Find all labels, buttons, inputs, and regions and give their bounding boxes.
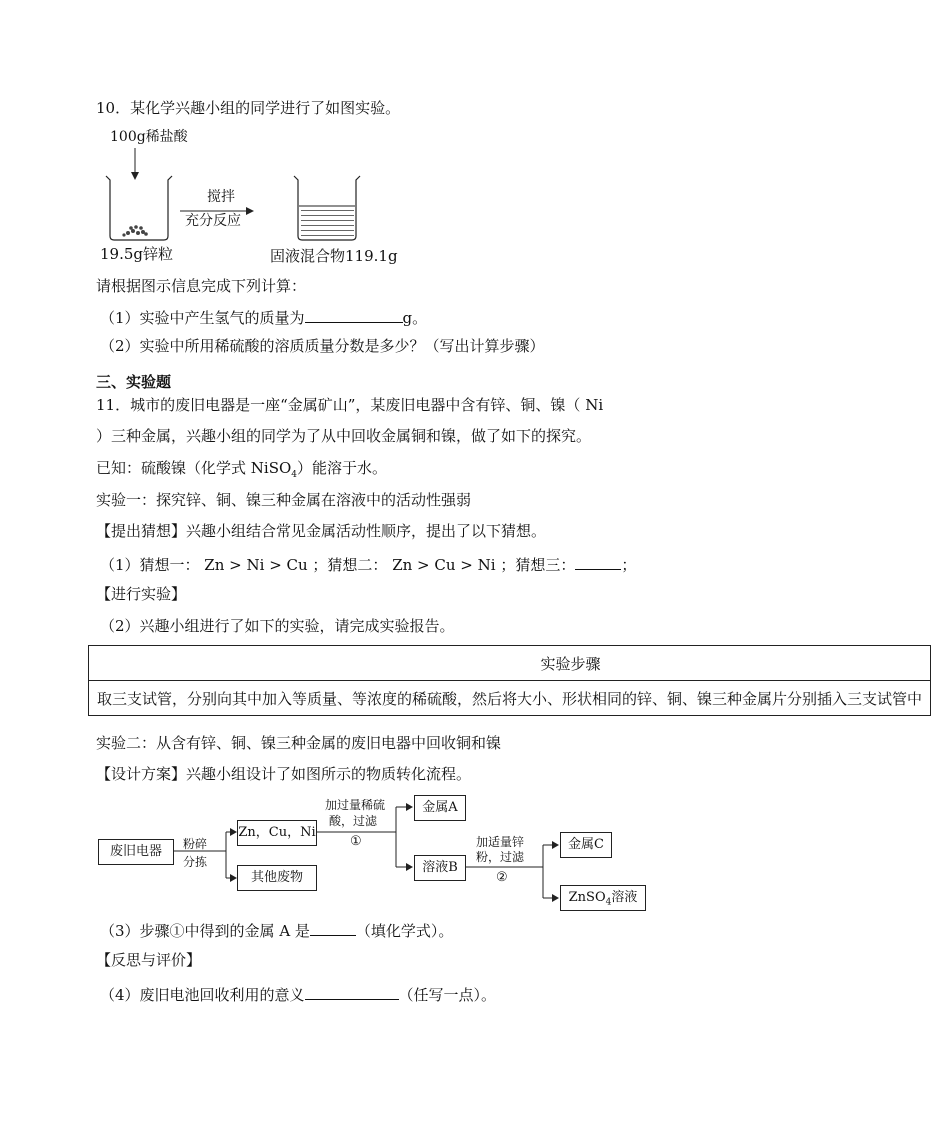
- experiment-report-table: [88, 645, 931, 716]
- answer-blank-hypothesis[interactable]: [575, 553, 621, 570]
- q10-item1: [100, 306, 427, 328]
- table-header-steps: 实验步骤: [89, 646, 931, 681]
- q11-line1: 11．城市的废旧电器是一座“金属矿山”，某废旧电器中含有锌、铜、镍（ Ni: [96, 396, 604, 414]
- q10-title: 10．某化学兴趣小组的同学进行了如图实验。: [96, 99, 401, 117]
- flow-box-metals: Zn，Cu，Ni: [237, 820, 317, 846]
- table-cell-step: 取三支试管，分别向其中加入等质量、等浓度的稀硫酸，然后将大小、形状相同的锌、铜、镍三种金属片分别插入三支试管中: [89, 681, 931, 716]
- q11-item3-text: （3）步骤①中得到的金属 A 是: [100, 922, 310, 940]
- flow-box-solution-b: 溶液B: [414, 855, 466, 881]
- flow-label-step2-b: 粉，过滤: [476, 850, 525, 864]
- q11-known: [96, 458, 387, 485]
- flow-label-step1-a: 加过量稀硫: [325, 798, 386, 812]
- flow-box-metal-c: 金属C: [560, 832, 612, 858]
- exp2-title: 实验二：从含有锌、铜、镍三种金属的废旧电器中回收铜和镍: [96, 734, 502, 752]
- arrow-label-stir: 搅拌: [207, 189, 235, 205]
- conduct-heading: 【进行实验】: [96, 585, 187, 603]
- mixture-label: 固液混合物119.1g: [270, 247, 398, 265]
- flow-box-start: 废旧电器: [98, 839, 174, 865]
- q10-figure: [100, 120, 400, 265]
- flow-diagram: [96, 790, 656, 915]
- q11-item2: （2）兴趣小组进行了如下的实验，请完成实验报告。: [100, 617, 455, 635]
- q11-item3-end: （填化学式）。: [355, 922, 454, 940]
- hypothesis-end: ；: [621, 556, 637, 574]
- flow-box-other: 其他废物: [237, 865, 317, 891]
- q10-prompt: 请根据图示信息完成下列计算：: [96, 277, 307, 295]
- answer-blank-metal-a[interactable]: [310, 919, 356, 936]
- section-heading: 三、实验题: [96, 373, 172, 391]
- znso4-subscript: 4: [605, 897, 612, 908]
- table-row: [89, 681, 931, 716]
- solid-label: 19.5g锌粒: [100, 245, 174, 263]
- flow-box-metal-a: 金属A: [414, 795, 466, 821]
- hypothesis-text: （1）猜想一： Zn > Ni > Cu ；猜想二： Zn > Cu > Ni ；猜想三：: [100, 556, 576, 574]
- hypothesis-line: [100, 553, 636, 575]
- q11-item4-text: （4）废旧电池回收利用的意义: [100, 986, 305, 1004]
- known-text: 已知：硫酸镍（化学式 NiSO: [96, 459, 292, 477]
- znso4-text: ZnSO: [568, 890, 606, 905]
- reflect-heading: 【反思与评价】: [96, 951, 202, 969]
- flow-label-step2-a: 加适量锌: [476, 835, 525, 849]
- znso4-suffix: 溶液: [611, 890, 638, 905]
- answer-blank-significance[interactable]: [305, 983, 399, 1000]
- q10-item1-unit: g。: [402, 309, 428, 327]
- known-subscript: 4: [291, 470, 297, 480]
- flow-label-step1-b: 酸，过滤: [329, 814, 378, 828]
- acid-label: 100g稀盐酸: [110, 129, 188, 145]
- design-intro: 【设计方案】兴趣小组设计了如图所示的物质转化流程。: [96, 765, 472, 783]
- q10-item2: （2）实验中所用稀硫酸的溶质质量分数是多少？（写出计算步骤）: [100, 337, 545, 355]
- flow-step1-number: ①: [350, 834, 362, 849]
- flow-box-znso4: [560, 885, 646, 911]
- hypothesis-intro: 【提出猜想】兴趣小组结合常见金属活动性顺序，提出了以下猜想。: [96, 522, 547, 540]
- known-text-end: ）能溶于水。: [297, 459, 388, 477]
- flow-label-crush: 粉碎: [183, 837, 208, 851]
- q11-item4: [100, 983, 496, 1005]
- exp1-title: 实验一：探究锌、铜、镍三种金属在溶液中的活动性强弱: [96, 491, 472, 509]
- flow-label-sort: 分拣: [183, 855, 208, 869]
- q10-item1-text: （1）实验中产生氢气的质量为: [100, 309, 305, 327]
- q11-item3: [100, 919, 453, 941]
- flow-step2-number: ②: [496, 870, 508, 885]
- table-header-row: [89, 646, 931, 681]
- q11-item4-end: （任写一点）。: [398, 986, 497, 1004]
- arrow-label-react: 充分反应: [185, 213, 241, 229]
- q11-line2: ）三种金属，兴趣小组的同学为了从中回收金属铜和镍，做了如下的探究。: [96, 427, 592, 445]
- answer-blank-hydrogen[interactable]: [305, 306, 403, 323]
